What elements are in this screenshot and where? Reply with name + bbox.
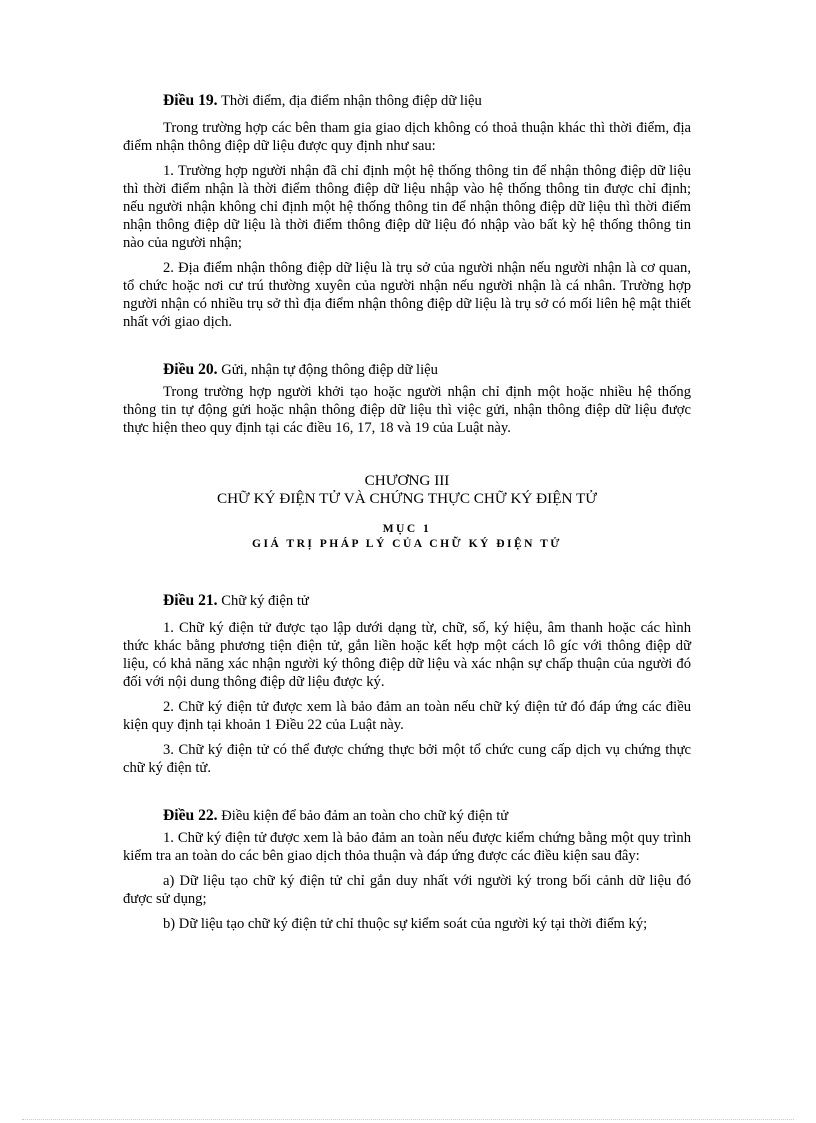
document-page: [123, 92, 691, 933]
article-22-number: Điều 22.: [163, 807, 218, 824]
article-22-clause-1: 1. Chữ ký điện tử được xem là bảo đảm an toàn nếu được kiểm chứng bằng một quy trình kiểm tra an toàn do các bên giao dịch thỏa thuận và đáp ứng được các điều kiện sau đây:: [123, 830, 691, 864]
article-19-number: Điều 19.: [163, 92, 218, 109]
chapter-heading: [123, 472, 691, 508]
section-number: MỤC 1: [382, 523, 432, 535]
article-22-point-a: a) Dữ liệu tạo chữ ký điện tử chỉ gắn duy nhất với người ký trong bối cảnh dữ liệu đó được sử dụng;: [123, 873, 691, 907]
chapter-title: CHỮ KÝ ĐIỆN TỬ VÀ CHỨNG THỰC CHỮ KÝ ĐIỆN TỬ: [216, 490, 598, 507]
article-21-clause-1: 1. Chữ ký điện tử được tạo lập dưới dạng từ, chữ, số, ký hiệu, âm thanh hoặc các hình thức khác bằng phương tiện điện tử, gắn liền hoặc kết hợp một cách lô gíc với thông điệp dữ liệu, có khả năng xác nhận người ký thông điệp dữ liệu và xác nhận sự chấp thuận của người đó đối với nội dung thông điệp dữ liệu được ký.: [123, 620, 691, 690]
article-21-clause-2: 2. Chữ ký điện tử được xem là bảo đảm an toàn nếu chữ ký điện tử đó đáp ứng các điều kiện quy định tại khoản 1 Điều 22 của Luật này.: [123, 699, 691, 733]
article-19-title: Thời điểm, địa điểm nhận thông điệp dữ liệu: [217, 93, 482, 109]
section-heading: [123, 522, 691, 552]
article-21-title: Chữ ký điện tử: [217, 593, 309, 609]
article-20-title: Gửi, nhận tự động thông điệp dữ liệu: [217, 362, 438, 378]
article-19-heading: [123, 92, 691, 110]
article-22-title: Điều kiện để bảo đảm an toàn cho chữ ký điện tử: [217, 808, 509, 824]
article-19-clause-2: 2. Địa điểm nhận thông điệp dữ liệu là trụ sở của người nhận nếu người nhận là cơ quan, tổ chức hoặc nơi cư trú thường xuyên của người nhận nếu người nhận là cá nhân. Trường hợp người nhận có nhiều trụ sở thì địa điểm nhận thông điệp dữ liệu là trụ sở có mối liên hệ mật thiết nhất với giao dịch.: [123, 260, 691, 330]
article-21-number: Điều 21.: [163, 592, 218, 609]
article-22-point-b: b) Dữ liệu tạo chữ ký điện tử chỉ thuộc sự kiểm soát của người ký tại thời điểm ký;: [163, 916, 648, 932]
chapter-number: CHƯƠNG III: [364, 472, 450, 489]
article-21-heading: [123, 592, 691, 610]
article-21-clause-3: 3. Chữ ký điện tử có thể được chứng thực bởi một tổ chức cung cấp dịch vụ chứng thực chữ ký điện tử.: [123, 742, 691, 776]
article-19-clause-1: 1. Trường hợp người nhận đã chỉ định một hệ thống thông tin để nhận thông điệp dữ liệu thì thời điểm nhận là thời điểm thông điệp dữ liệu nhập vào hệ thống thông tin được chỉ định; nếu người nhận không chỉ định một hệ thống thông tin để nhận thông điệp dữ liệu thì thời điểm nhận thông điệp dữ liệu là thời điểm thông điệp dữ liệu đó nhập vào bất kỳ hệ thống thông tin nào của người nhận;: [123, 163, 691, 251]
article-20-number: Điều 20.: [163, 361, 218, 378]
section-title: GIÁ TRỊ PHÁP LÝ CỦA CHỮ KÝ ĐIỆN TỬ: [252, 538, 562, 550]
article-20-heading: [123, 361, 691, 379]
article-20-clause-1: Trong trường hợp người khởi tạo hoặc người nhận chỉ định một hoặc nhiều hệ thống thông tin tự động gửi hoặc nhận thông điệp dữ liệu thì việc gửi, nhận thông điệp dữ liệu được thực hiện theo quy định tại các điều 16, 17, 18 và 19 của Luật này.: [123, 384, 691, 436]
page-bottom-border: [22, 1119, 794, 1120]
article-22-heading: [123, 807, 691, 825]
article-19-intro: Trong trường hợp các bên tham gia giao dịch không có thoả thuận khác thì thời điểm, địa điểm nhận thông điệp dữ liệu được quy định như sau:: [123, 120, 691, 154]
